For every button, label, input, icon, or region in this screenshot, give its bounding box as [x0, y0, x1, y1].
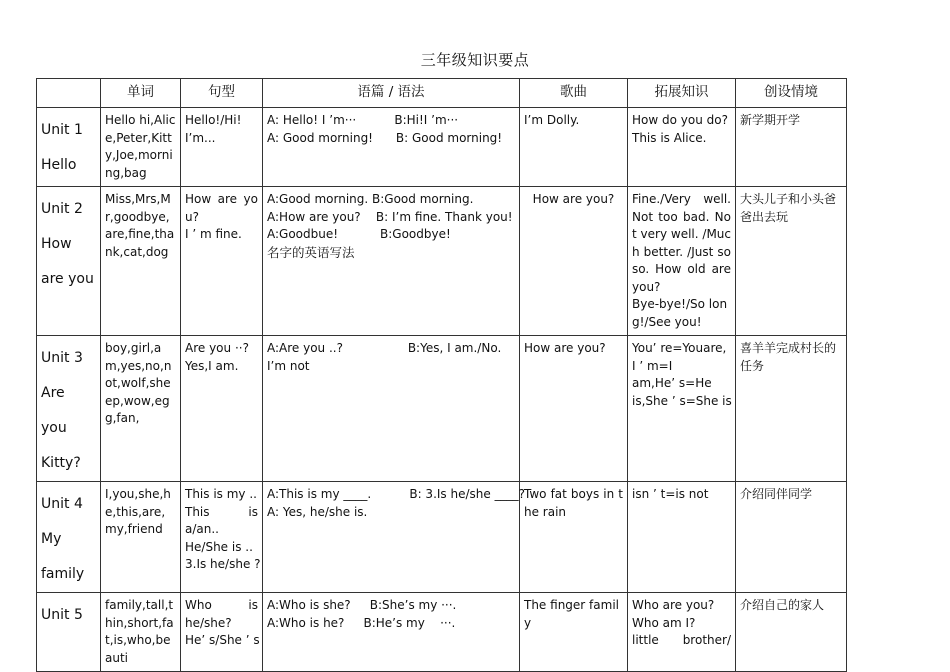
patterns-cell	[181, 593, 263, 672]
header-row	[37, 79, 847, 108]
extension-line: I ’ m=I	[632, 358, 673, 373]
words-cell: I,you,she,he,this,are,my,friend	[101, 482, 181, 593]
extension-line: This is Alice.	[632, 130, 707, 145]
extension-line: isn ’ t=is not	[632, 487, 709, 501]
pattern-line: How are you?	[185, 192, 258, 224]
extension-line: Bye-bye!/So long!/See you!	[632, 297, 728, 329]
discourse-cell	[263, 482, 525, 593]
discourse-line: A:Goodbue! B:Goodbye!	[267, 227, 451, 241]
pattern-line: Hello!/Hi!	[185, 113, 242, 127]
discourse-line: A:How are you? B: I’m fine. Thank you!	[267, 209, 513, 224]
song-cell: How are you?	[520, 336, 628, 482]
header-cell-scenario: 创设情境	[736, 79, 847, 108]
pattern-line: he/she?	[185, 615, 232, 630]
discourse-cell	[263, 187, 520, 336]
unit-number: Unit 5	[41, 607, 83, 623]
pattern-line: He/She is ..	[185, 539, 253, 554]
extension-line: Fine./Very well. Not too bad. Not very well. /Much better. /Just so so. How old are you?	[632, 192, 731, 294]
unit-title: Kitty?	[41, 455, 81, 471]
extension-cell	[628, 593, 736, 672]
pattern-line: Are you ··?	[185, 341, 249, 355]
header-cell-words: 单词	[101, 79, 181, 108]
unit-title: are you	[41, 271, 94, 287]
patterns-cell	[181, 187, 263, 336]
unit-title: Are	[41, 385, 65, 401]
scenario-cell: 大头儿子和小头爸爸出去玩	[736, 187, 847, 336]
unit-title: My	[41, 531, 62, 547]
discourse-line: A:This is my ____. B: 3.Is he/she ____?	[267, 487, 525, 501]
pattern-line: I ’ m fine.	[185, 227, 242, 241]
header-cell-discourse: 语篇 / 语法	[263, 79, 520, 108]
words-cell: boy,girl,am,yes,no,not,wolf,sheep,wow,egg,fan,	[101, 336, 181, 482]
pattern-line: Who is	[185, 598, 258, 612]
discourse-cell	[263, 593, 520, 672]
pattern-line: I’m...	[185, 130, 216, 145]
header-cell-patterns: 句型	[181, 79, 263, 108]
patterns-cell	[181, 482, 263, 593]
song-cell: How are you?	[520, 187, 628, 336]
discourse-line: A: Yes, he/she is.	[267, 504, 368, 519]
header-cell-extension: 拓展知识	[628, 79, 736, 108]
extension-line: Who are you?	[632, 598, 715, 612]
discourse-line: 名字的英语写法	[267, 244, 355, 260]
pattern-line: Yes,I am.	[185, 358, 239, 373]
scenario-cell: 介绍同伴同学	[736, 482, 847, 593]
unit-title: you	[41, 420, 67, 436]
header-cell-unit	[37, 79, 101, 108]
discourse-line: A:Are you ..? B:Yes, I am./No. I’m not	[267, 341, 506, 373]
song-cell: Two fat boys in the rain	[520, 482, 628, 593]
unit-cell	[37, 482, 101, 593]
patterns-cell	[181, 336, 263, 482]
pattern-line: This is my ..	[185, 487, 257, 501]
header-cell-song: 歌曲	[520, 79, 628, 108]
words-cell: Miss,Mrs,Mr,goodbye,are,fine,thank,cat,dog	[101, 187, 181, 336]
pattern-line: a/an..	[185, 522, 219, 536]
scenario-cell: 喜羊羊完成村长的任务	[736, 336, 847, 482]
discourse-cell	[263, 108, 520, 187]
discourse-line: A: Good morning! B: Good morning!	[267, 130, 503, 145]
unit-title: How	[41, 236, 72, 252]
unit-cell	[37, 336, 101, 482]
table-row	[37, 336, 847, 482]
unit-number: Unit 4	[41, 496, 83, 512]
extension-line: little brother/	[632, 633, 731, 647]
unit-number: Unit 1	[41, 122, 83, 138]
extension-cell	[628, 482, 736, 593]
table-row	[37, 108, 847, 187]
discourse-line: A: Hello! I ’m··· B:Hi!I ’m···	[267, 113, 459, 127]
pattern-line: This is	[185, 504, 258, 519]
words-cell: Hello hi,Alice,Peter,Kitty,Joe,morning,bag	[101, 108, 181, 187]
unit-number: Unit 3	[41, 350, 83, 366]
page-title: 三年级知识要点	[420, 51, 530, 69]
knowledge-table	[36, 78, 847, 672]
table-row	[37, 187, 847, 336]
extension-cell	[628, 108, 736, 187]
discourse-line: A:Who is she? B:She’s my ···.	[267, 598, 457, 612]
extension-cell	[628, 187, 736, 336]
song-cell: The finger family	[520, 593, 628, 672]
discourse-cell	[263, 336, 520, 482]
unit-title: Hello	[41, 157, 77, 173]
table-row	[37, 482, 847, 593]
extension-cell	[628, 336, 736, 482]
extension-line: is,She ’ s=She is	[632, 393, 732, 408]
words-cell: family,tall,thin,short,fat,is,who,beauti	[101, 593, 181, 672]
discourse-line: A:Who is he? B:He’s my ···.	[267, 615, 456, 630]
unit-number: Unit 2	[41, 201, 83, 217]
discourse-line: A:Good morning. B:Good morning.	[267, 192, 474, 206]
unit-title: family	[41, 566, 85, 582]
unit-cell	[37, 187, 101, 336]
patterns-cell	[181, 108, 263, 187]
pattern-line: 3.Is he/she ?	[185, 557, 261, 571]
song-cell: I’m Dolly.	[520, 108, 628, 187]
extension-line: am,He’ s=He	[632, 376, 712, 390]
unit-cell	[37, 108, 101, 187]
extension-line: How do you do?	[632, 113, 728, 127]
table-row	[37, 593, 847, 672]
scenario-cell: 介绍自己的家人	[736, 593, 847, 672]
extension-line: You’ re=Youare,	[632, 341, 727, 355]
extension-line: Who am I?	[632, 615, 696, 630]
unit-cell	[37, 593, 101, 672]
scenario-cell: 新学期开学	[736, 108, 847, 187]
pattern-line: He’ s/She ’ s	[185, 633, 260, 647]
